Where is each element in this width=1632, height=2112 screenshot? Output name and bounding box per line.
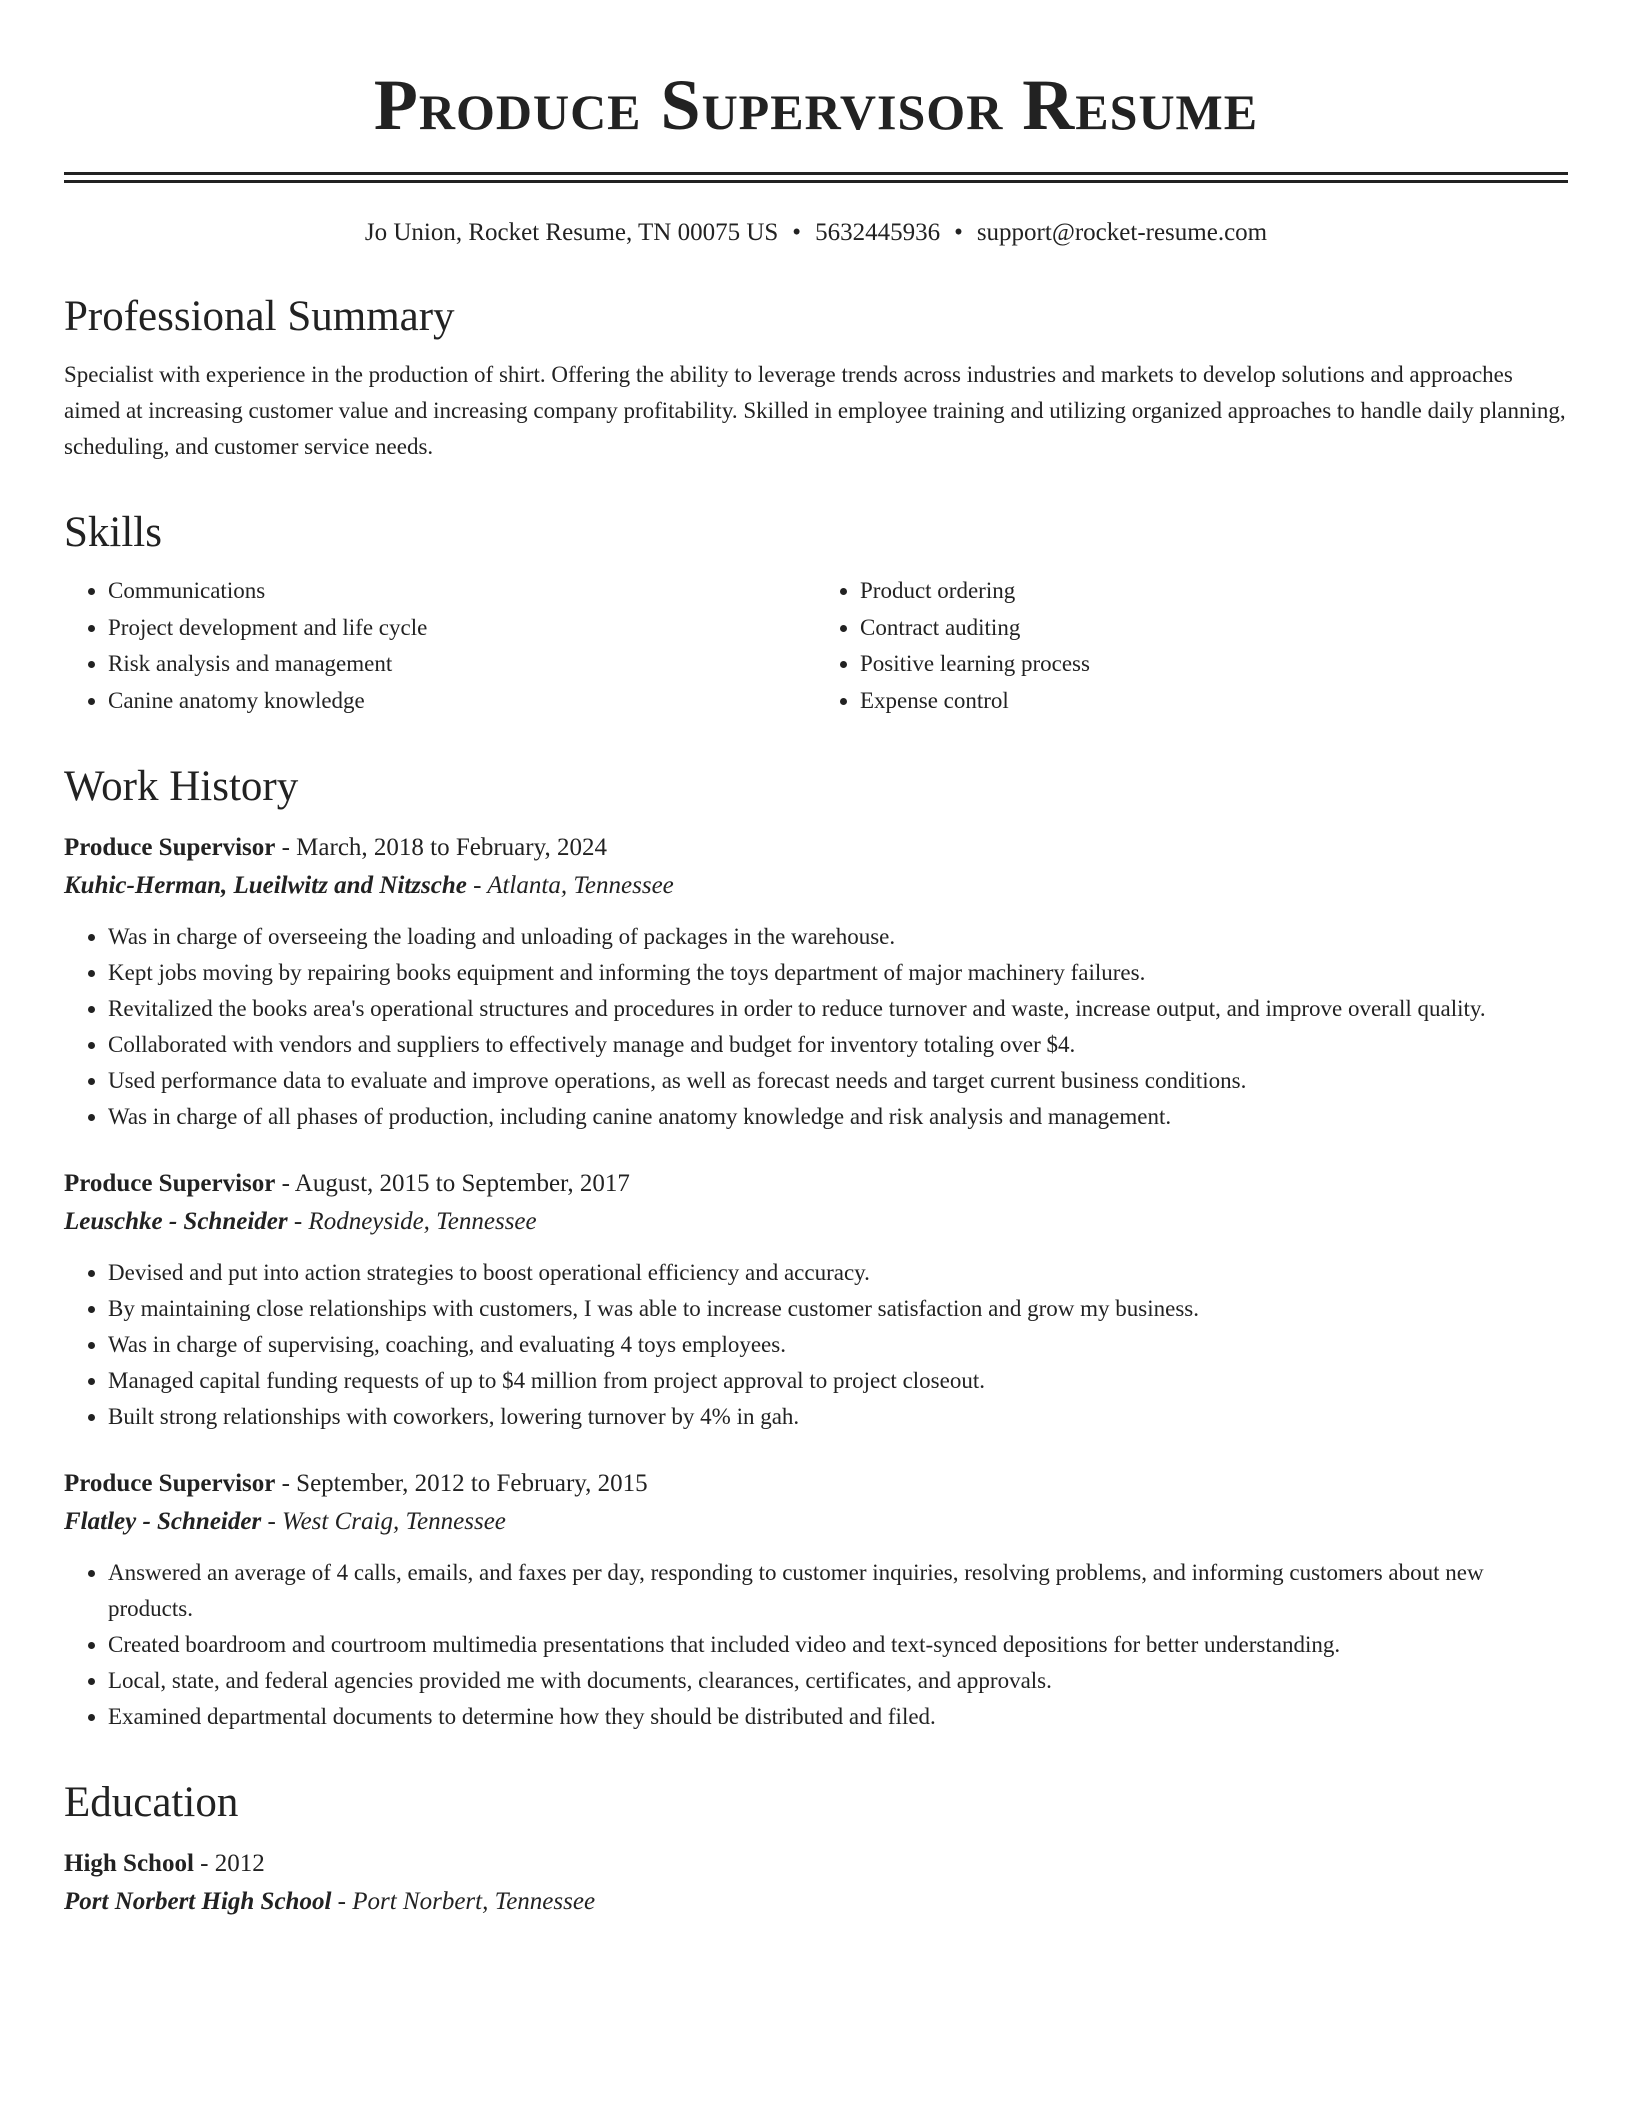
- job-entry: [64, 1165, 1568, 1435]
- job-employer: [64, 1503, 1568, 1541]
- company-name: Flatley - Schneider: [64, 1508, 262, 1535]
- skill-item: • Product ordering: [860, 573, 1568, 610]
- job-header: [64, 1465, 1568, 1503]
- skills-column-left: [64, 573, 816, 719]
- skills-heading: Skills: [64, 509, 162, 556]
- resume-title: Produce Supervisor Resume: [373, 65, 1259, 145]
- duty-item: • Examined departmental documents to determine how they should be distributed and filed.: [108, 1699, 1568, 1735]
- degree-name: High School: [64, 1850, 194, 1877]
- skill-item: • Expense control: [860, 683, 1568, 720]
- duty-item: • Was in charge of supervising, coaching, and evaluating 4 toys employees.: [108, 1327, 1568, 1363]
- job-entry: [64, 1465, 1568, 1735]
- skills-column-right: [816, 573, 1568, 719]
- skill-item: • Project development and life cycle: [108, 610, 816, 647]
- job-dates: - March, 2018 to February, 2024: [275, 834, 607, 861]
- duty-item: • Created boardroom and courtroom multimedia presentations that included video and text-synced depositions for better understanding.: [108, 1627, 1568, 1663]
- duty-item: • Local, state, and federal agencies provided me with documents, clearances, certificates, and approvals.: [108, 1663, 1568, 1699]
- job-entry: [64, 829, 1568, 1135]
- job-title: Produce Supervisor: [64, 1170, 276, 1197]
- skill-item: • Contract auditing: [860, 610, 1568, 647]
- education-header: [64, 1845, 1568, 1883]
- job-employer: [64, 1203, 1568, 1241]
- job-dates: - September, 2012 to February, 2015: [275, 1470, 648, 1497]
- work-history-heading: Work History: [64, 763, 299, 810]
- education-year: - 2012: [193, 1850, 265, 1877]
- duty-item: • Revitalized the books area's operational structures and procedures in order to reduce turnover and waste, increase output, and improve overall quality.: [108, 991, 1568, 1027]
- duty-item: • Built strong relationships with coworkers, lowering turnover by 4% in gah.: [108, 1399, 1568, 1435]
- company-name: Kuhic-Herman, Lueilwitz and Nitzsche: [64, 872, 467, 899]
- job-location: - West Craig, Tennessee: [261, 1508, 506, 1535]
- summary-heading: Professional Summary: [64, 293, 455, 340]
- job-dates: - August, 2015 to September, 2017: [275, 1170, 630, 1197]
- duty-item: • Devised and put into action strategies to boost operational efficiency and accuracy.: [108, 1255, 1568, 1291]
- company-name: Leuschke - Schneider: [64, 1208, 288, 1235]
- duty-item: • By maintaining close relationships with customers, I was able to increase customer satisfaction and grow my business.: [108, 1291, 1568, 1327]
- school-location: - Port Norbert, Tennessee: [331, 1888, 596, 1915]
- duties-list: [64, 1555, 1568, 1735]
- duty-item: • Used performance data to evaluate and improve operations, as well as forecast needs and target current business conditions.: [108, 1063, 1568, 1099]
- skill-item: • Canine anatomy knowledge: [108, 683, 816, 720]
- job-title: Produce Supervisor: [64, 1470, 276, 1497]
- contact-separator: •: [792, 219, 802, 246]
- contact-email: support@rocket-resume.com: [976, 219, 1268, 246]
- skills-list: [64, 573, 1568, 719]
- job-location: - Rodneyside, Tennessee: [287, 1208, 537, 1235]
- education-heading: Education: [64, 1779, 239, 1826]
- duty-item: • Was in charge of all phases of production, including canine anatomy knowledge and risk analysis and management.: [108, 1099, 1568, 1135]
- contact-address: Jo Union, Rocket Resume, TN 00075 US: [364, 219, 779, 246]
- education-entry: [64, 1845, 1568, 1921]
- skill-item: • Positive learning process: [860, 646, 1568, 683]
- job-title: Produce Supervisor: [64, 834, 276, 861]
- job-employer: [64, 867, 1568, 905]
- duty-item: • Was in charge of overseeing the loading and unloading of packages in the warehouse.: [108, 919, 1568, 955]
- duties-list: [64, 1255, 1568, 1435]
- school-name: Port Norbert High School: [64, 1888, 332, 1915]
- duties-list: [64, 919, 1568, 1135]
- duty-item: • Answered an average of 4 calls, emails, and faxes per day, responding to customer inquiries, resolving problems, and informing customers about new products.: [108, 1555, 1568, 1627]
- summary-text: Specialist with experience in the production of shirt. Offering the ability to leverage trends across industries and markets to develop solutions and approaches aimed at increasing customer value and increasing company profitability. Skilled in employee training and utilizing organized approaches to handle daily planning, scheduling, and customer service needs.: [64, 362, 1566, 459]
- duty-item: • Kept jobs moving by repairing books equipment and informing the toys department of major machinery failures.: [108, 955, 1568, 991]
- duty-item: • Collaborated with vendors and suppliers to effectively manage and budget for inventory totaling over $4.: [108, 1027, 1568, 1063]
- contact-phone: 5632445936: [815, 219, 941, 246]
- contact-line: [64, 217, 1568, 249]
- job-header: [64, 829, 1568, 867]
- job-header: [64, 1165, 1568, 1203]
- skill-item: • Communications: [108, 573, 816, 610]
- education-school: [64, 1883, 1568, 1921]
- contact-separator: •: [954, 219, 963, 246]
- duty-item: • Managed capital funding requests of up to $4 million from project approval to project closeout.: [108, 1363, 1568, 1399]
- title-divider: [64, 172, 1568, 183]
- job-location: - Atlanta, Tennessee: [466, 872, 674, 899]
- skill-item: • Risk analysis and management: [108, 646, 816, 683]
